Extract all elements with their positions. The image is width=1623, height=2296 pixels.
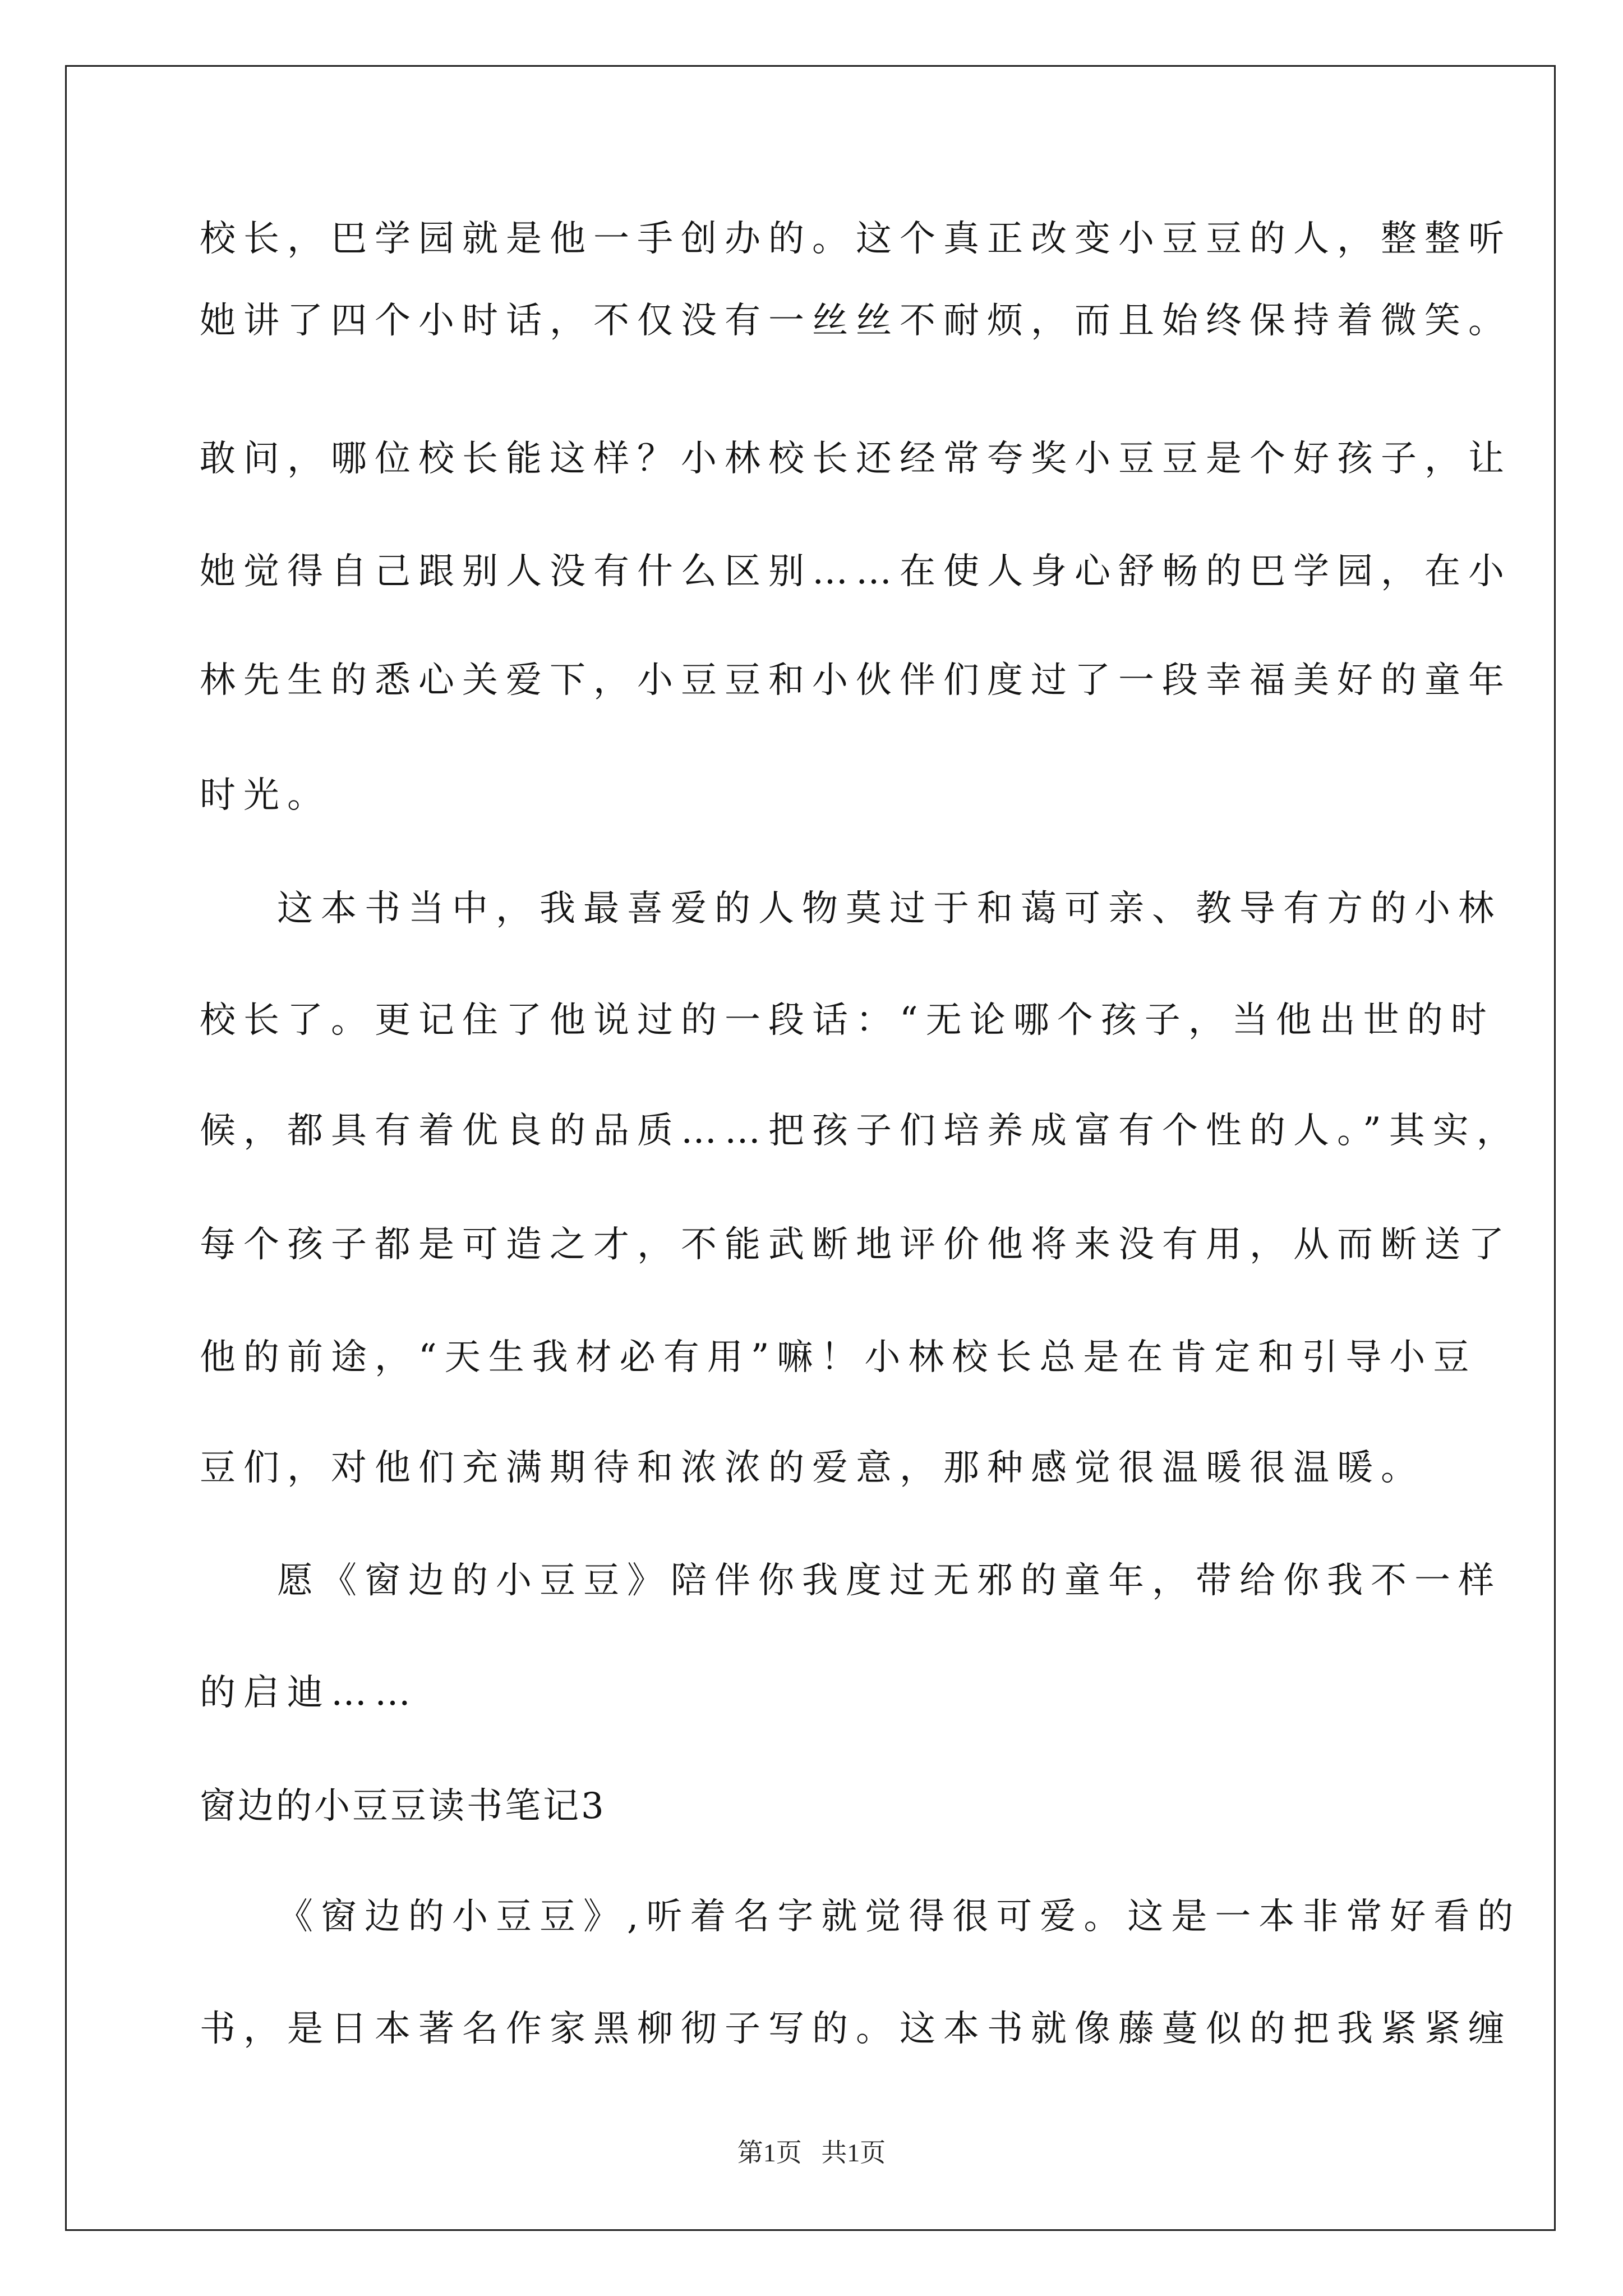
paragraph-line: 她觉得自己跟别人没有什么区别……在使人身心舒畅的巴学园，在小 xyxy=(200,551,1512,592)
paragraph-line: 每个孩子都是可造之才，不能武断地评价他将来没有用，从而断送了 xyxy=(200,1224,1512,1266)
paragraph-line: 的启迪…… xyxy=(200,1672,418,1714)
paragraph-line: 林先生的悉心关爱下，小豆豆和小伙伴们度过了一段幸福美好的童年 xyxy=(200,660,1512,701)
paragraph-line: 这本书当中，我最喜爱的人物莫过于和蔼可亲、教导有方的小林 xyxy=(277,888,1502,930)
page-footer: 第1页 共1页 xyxy=(737,2138,886,2167)
paragraph-line: 校长，巴学园就是他一手创办的。这个真正改变小豆豆的人，整整听 xyxy=(200,218,1512,260)
paragraph-line: 《窗边的小豆豆》,听着名字就觉得很可爱。这是一本非常好看的 xyxy=(277,1896,1521,1938)
paragraph-line: 书，是日本著名作家黑柳彻子写的。这本书就像藤蔓似的把我紧紧缠 xyxy=(200,2008,1512,2050)
paragraph-line: 敢问，哪位校长能这样？小林校长还经常夸奖小豆豆是个好孩子，让 xyxy=(200,438,1512,480)
paragraph-line: 愿《窗边的小豆豆》陪伴你我度过无邪的童年，带给你我不一样 xyxy=(277,1560,1502,1602)
paragraph-line: 时光。 xyxy=(200,775,331,816)
paragraph-line: 他的前途，“天生我材必有用”嘛！小林校长总是在肯定和引导小豆 xyxy=(200,1337,1477,1378)
section-heading: 窗边的小豆豆读书笔记3 xyxy=(200,1786,606,1827)
paragraph-line: 豆们，对他们充满期待和浓浓的爱意，那种感觉很温暖很温暖。 xyxy=(200,1447,1424,1489)
paragraph-line: 校长了。更记住了他说过的一段话：“无论哪个孩子，当他出世的时 xyxy=(200,1000,1495,1041)
paragraph-line: 候，都具有着优良的品质……把孩子们培养成富有个性的人。”其实， xyxy=(200,1110,1520,1152)
paragraph-line: 她讲了四个小时话，不仅没有一丝丝不耐烦，而且始终保持着微笑。 xyxy=(200,300,1512,342)
